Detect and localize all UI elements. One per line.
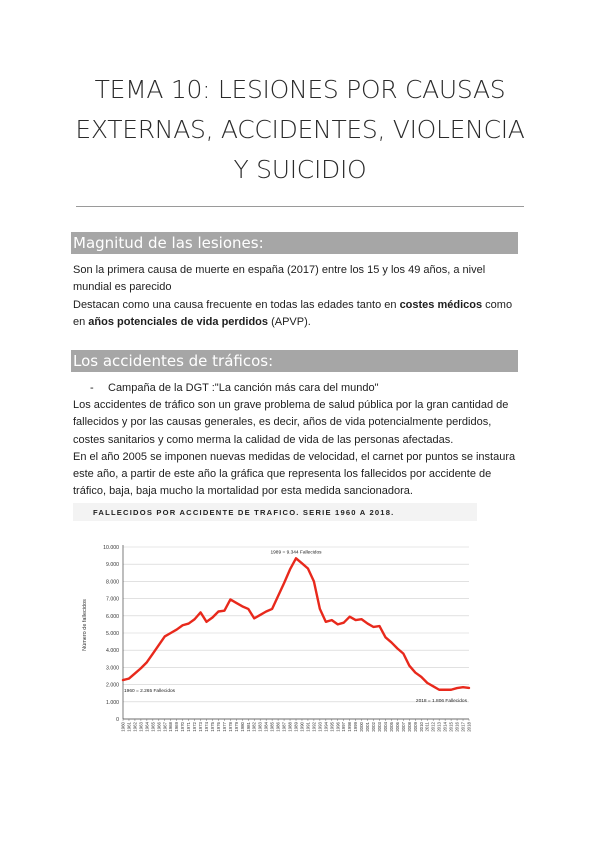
y-tick-label: 3.000 — [106, 665, 119, 672]
x-tick-label: 1978 — [227, 722, 233, 732]
x-tick-label: 2018 — [466, 722, 472, 732]
x-tick-label: 1996 — [335, 722, 341, 732]
data-point — [432, 685, 434, 687]
data-point — [134, 673, 136, 675]
x-tick-label: 1969 — [174, 722, 180, 732]
x-tick-label: 2016 — [454, 722, 460, 732]
data-point — [122, 679, 124, 681]
chart-title: FALLECIDOS POR ACCIDENTE DE TRAFICO. SERIE 1960 A 2018. — [93, 508, 395, 517]
data-point — [343, 622, 345, 624]
x-tick-label: 1973 — [198, 722, 204, 732]
text-span: como en — [73, 298, 513, 328]
data-point — [468, 687, 470, 689]
data-point — [235, 602, 237, 604]
x-tick-label: 1988 — [287, 722, 293, 732]
data-point — [355, 619, 357, 621]
x-tick-label: 2005 — [388, 722, 394, 732]
data-point — [194, 618, 196, 620]
data-point — [385, 636, 387, 638]
data-point — [271, 608, 273, 610]
section-heading-magnitud: Magnitud de las lesiones: — [71, 232, 518, 254]
data-point — [146, 661, 148, 663]
x-tick-label: 1962 — [132, 722, 138, 732]
data-point — [289, 568, 291, 570]
data-point — [200, 611, 202, 613]
x-tick-label: 2002 — [371, 722, 377, 732]
section2-body — [73, 397, 525, 501]
data-point — [218, 611, 220, 613]
data-point — [337, 624, 339, 626]
x-tick-label: 1972 — [192, 722, 198, 732]
title-line-1: TEMA 10: LESIONES POR CAUSAS — [94, 75, 506, 104]
title-line-3: Y SUICIDIO — [233, 155, 367, 184]
title-divider — [76, 206, 524, 207]
data-point — [247, 608, 249, 610]
x-tick-label: 2000 — [359, 722, 365, 732]
data-point — [170, 632, 172, 634]
x-tick-label: 1998 — [347, 722, 353, 732]
x-tick-label: 1961 — [126, 722, 132, 732]
y-tick-label: 1.000 — [106, 699, 119, 706]
x-tick-label: 1980 — [239, 722, 245, 732]
data-point — [128, 678, 130, 680]
data-point — [140, 667, 142, 669]
data-point — [408, 665, 410, 667]
data-point — [391, 642, 393, 644]
data-point — [158, 644, 160, 646]
data-point — [462, 686, 464, 688]
data-point — [325, 621, 327, 623]
data-point — [212, 617, 214, 619]
text-span: Destacan como una causa frecuente en todas las edades tanto en — [73, 298, 400, 311]
x-tick-label: 1967 — [162, 722, 168, 732]
x-tick-label: 1975 — [209, 722, 215, 732]
x-tick-label: 1968 — [168, 722, 174, 732]
data-point — [438, 689, 440, 691]
x-tick-label: 1991 — [305, 722, 311, 732]
y-tick-label: 4.000 — [106, 648, 119, 655]
x-tick-label: 2013 — [436, 722, 442, 732]
x-tick-label: 1982 — [251, 722, 257, 732]
data-point — [295, 557, 297, 559]
y-tick-label: 5.000 — [106, 631, 119, 637]
x-tick-label: 1965 — [150, 722, 156, 732]
x-tick-label: 2015 — [448, 722, 454, 732]
data-point — [373, 626, 375, 628]
section-heading-accidentes: Los accidentes de tráficos: — [71, 350, 518, 372]
data-point — [277, 595, 279, 597]
section1-paragraph-1: Son la primera causa de muerte en españa (2017) entre los 15 y los 49 años, a nivel mundial es parecido — [73, 264, 486, 294]
x-tick-label: 2006 — [394, 722, 400, 732]
data-point — [313, 581, 315, 583]
data-point — [176, 629, 178, 631]
x-tick-label: 1994 — [323, 722, 329, 732]
x-tick-label: 1992 — [311, 722, 317, 732]
x-tick-label: 1986 — [275, 722, 281, 732]
y-tick-label: 10.000 — [103, 545, 119, 551]
x-tick-label: 2001 — [365, 722, 371, 732]
data-point — [188, 623, 190, 625]
data-point — [319, 608, 321, 610]
x-tick-label: 1964 — [144, 722, 150, 732]
x-tick-label: 1985 — [269, 722, 275, 732]
x-tick-label: 1983 — [257, 722, 263, 732]
data-point — [397, 648, 399, 650]
line-chart — [73, 503, 477, 737]
x-tick-label: 1977 — [221, 722, 227, 732]
chart-y-axis-label: Número de fallecidos — [82, 599, 88, 651]
x-tick-label: 2014 — [442, 722, 448, 732]
data-point — [361, 618, 363, 620]
y-tick-label: 7.000 — [106, 596, 119, 603]
x-tick-label: 1999 — [353, 722, 359, 732]
data-point — [152, 653, 154, 655]
data-point — [224, 610, 226, 612]
chart-annotation: 1989 = 9.344 Fallecidos — [270, 550, 322, 556]
document-title — [60, 70, 540, 190]
bold-text: costes médicos — [399, 298, 483, 311]
data-point — [253, 617, 255, 619]
chart-annotation: 2018 = 1.806 Fallecidos — [415, 698, 467, 704]
x-tick-label: 2012 — [430, 722, 436, 732]
data-point — [206, 621, 208, 623]
x-tick-label: 2008 — [406, 722, 412, 732]
x-tick-label: 1984 — [263, 722, 269, 732]
x-tick-label: 1963 — [138, 722, 144, 732]
section1-paragraph-2 — [73, 297, 525, 332]
bold-text: años potenciales de vida perdidos — [88, 315, 269, 328]
x-tick-label: 1971 — [186, 722, 192, 732]
data-point — [283, 582, 285, 584]
text-span: (APVP). — [268, 315, 311, 328]
x-tick-label: 2003 — [377, 722, 383, 732]
x-tick-label: 1976 — [215, 722, 221, 732]
data-point — [241, 605, 243, 607]
x-tick-label: 2009 — [412, 722, 418, 732]
chart-container — [73, 503, 477, 737]
data-point — [414, 672, 416, 674]
section1-body — [73, 262, 525, 331]
section2-paragraph-2: En el año 2005 se imponen nuevas medidas de velocidad, el carnet por puntos se instaura este año, a partir de este año la gráfica que representa los fallecidos por accidente de tráfico, baja, baja mucho la mortalidad por esta medida sancionadora. — [73, 450, 516, 498]
bullet-text: Campaña de la DGT :"La canción más cara del mundo" — [108, 382, 379, 394]
data-point — [349, 616, 351, 618]
x-tick-label: 2007 — [400, 722, 406, 732]
x-tick-label: 1997 — [341, 722, 347, 732]
bullet-item — [90, 381, 379, 396]
data-point — [426, 682, 428, 684]
chart-annotation: 1960 = 2.265 Fallecidos — [124, 689, 176, 695]
data-point — [229, 599, 231, 601]
data-point — [444, 689, 446, 691]
data-point — [307, 568, 309, 570]
data-point — [164, 636, 166, 638]
bullet-marker: - — [90, 382, 94, 394]
x-tick-label: 2004 — [382, 722, 388, 732]
x-tick-label: 2011 — [424, 722, 430, 732]
x-tick-label: 1960 — [120, 722, 126, 732]
x-tick-label: 1979 — [233, 722, 239, 732]
data-point — [379, 625, 381, 627]
section2-paragraph-1: Los accidentes de tráfico son un grave problema de salud pública por la gran cantidad de fallecidos y por las causas generales, es decir, años de vida potencialmente perdidos, costes sanitarios y como merma la calidad de vida de las personas afectadas. — [73, 399, 509, 446]
x-tick-label: 1974 — [204, 722, 210, 732]
x-tick-label: 1995 — [329, 722, 335, 732]
x-tick-label: 1989 — [293, 722, 299, 732]
title-line-2: EXTERNAS, ACCIDENTES, VIOLENCIA — [75, 115, 525, 144]
y-tick-label: 8.000 — [106, 579, 119, 586]
y-tick-label: 6.000 — [106, 613, 119, 620]
x-tick-label: 1987 — [281, 722, 287, 732]
x-tick-label: 1970 — [180, 722, 186, 732]
data-point — [265, 611, 267, 613]
x-tick-label: 1990 — [299, 722, 305, 732]
x-tick-label: 1993 — [317, 722, 323, 732]
data-point — [402, 653, 404, 655]
data-point — [456, 687, 458, 689]
y-tick-label: 0 — [116, 717, 119, 723]
data-point — [420, 676, 422, 678]
data-point — [301, 562, 303, 564]
y-tick-label: 9.000 — [106, 562, 119, 569]
data-point — [331, 619, 333, 621]
y-tick-label: 2.000 — [106, 682, 119, 689]
data-point — [259, 614, 261, 616]
x-tick-label: 2017 — [460, 722, 466, 732]
x-tick-label: 1981 — [245, 722, 251, 732]
x-tick-label: 1966 — [156, 722, 162, 732]
data-point — [450, 689, 452, 691]
data-point — [182, 624, 184, 626]
data-point — [367, 623, 369, 625]
x-tick-label: 2010 — [418, 722, 424, 732]
